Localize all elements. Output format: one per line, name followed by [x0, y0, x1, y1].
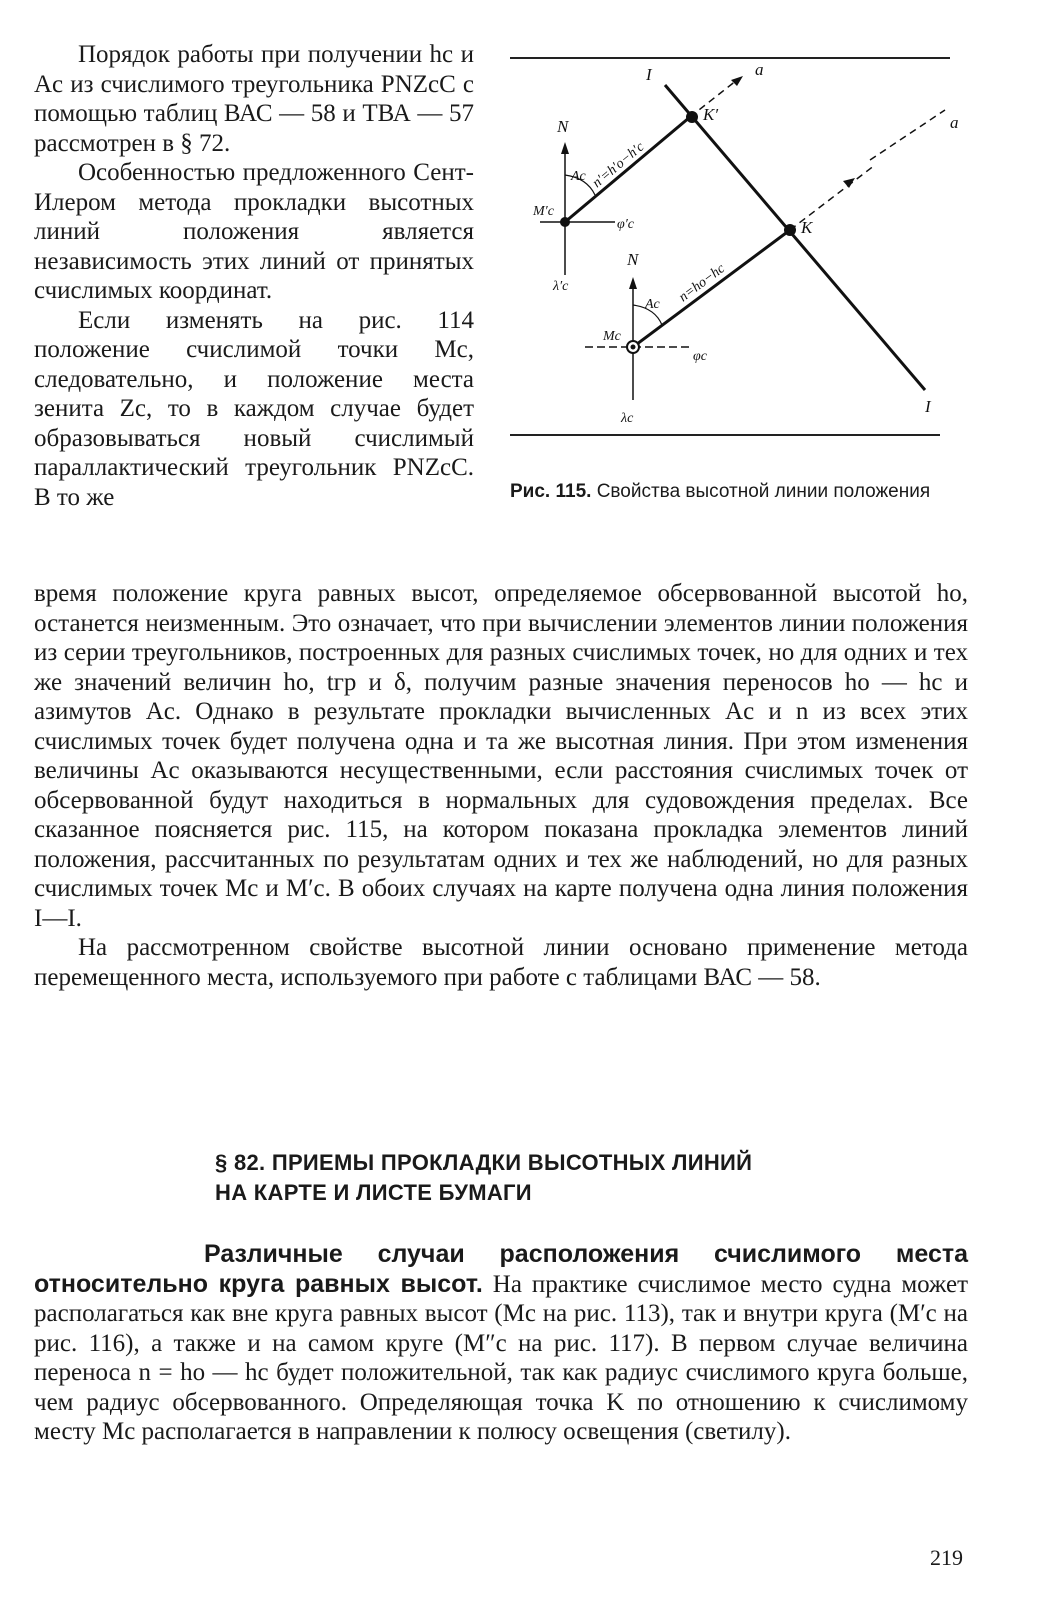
position-line-I-I: [665, 85, 925, 390]
label-I-bottom: I: [925, 397, 931, 416]
paragraph-text: На практике счислимое место судна может располагаться как вне круга равных высот (Mс на рис. 113), так и внутри круга (M′с на рис. 116), а также и на самом круге (M″с на рис. 117). В первом случае величина переноса n = hо — hс будет положительной, так как радиус счислимого круга больше, чем радиус обсервованного. Определяющая точка K по отношению к счислимому месту Mс располагается в направлении к полюсу освещения (светилу).: [34, 1270, 968, 1445]
label-Mc-prime: M′c: [533, 204, 554, 219]
arrow-lower: [843, 178, 855, 188]
paragraph: Порядок работы при получении hс и Aс из счислимого треугольника PNZсC с помощью таблиц ВАС — 58 и ТВА — 57 рассмотрен в § 72.: [34, 41, 474, 157]
paragraph: [34, 1240, 968, 1447]
label-n-prime: n′=h′o−h′c: [589, 139, 648, 192]
north-arrow-upper: [561, 142, 569, 154]
paragraph: Особенностью предложенного Сент-Илером метода прокладки высотных линий положения является независимость этих линий от принятых счислимых координат.: [34, 159, 474, 304]
section-heading: [215, 1148, 915, 1208]
label-Mc: Mc: [603, 329, 621, 344]
label-lambda-prime: λ′c: [553, 279, 569, 294]
label-lambda: λc: [621, 411, 634, 426]
label-Ac-prime: Ac: [571, 169, 586, 184]
label-I-top: I: [646, 65, 652, 84]
label-K: K: [801, 218, 813, 237]
label-a2: a: [950, 113, 959, 132]
paragraph: Если изменять на рис. 114 положение счислимой точки Mс, следовательно, и положение места зенита Zс, то в каждом случае будет образовываться новый счислимый параллактический треугольник PNZсC. В то же: [34, 306, 474, 511]
label-phi: φc: [693, 349, 707, 364]
point-K: [784, 224, 796, 236]
label-a1: a: [755, 60, 764, 79]
point-K-prime: [686, 111, 698, 123]
paragraph: На рассмотренном свойстве высотной линии основано применение метода перемещенного места, используемого при работе с таблицами ВАС — 58.: [34, 934, 968, 991]
label-phi-prime: φ′c: [617, 217, 635, 232]
azimuth-extension-right: [870, 110, 945, 160]
page-number: 219: [930, 1545, 963, 1570]
paragraph-continued: время положение круга равных высот, определяемое обсервованной высотой hо, останется неизменным. Это означает, что при вычислении элементов линии положения из серии треугольников, построенных для разных счислимых точек, но для одних и тех же значений величин hо, tгр и δ, получим разные значения переносов hо — hс и азимутов Aс. Однако в результате прокладки вычисленных Aс и n из всех этих счислимых точек будет получена одна и та же высотная линия. При этом изменения величины Aс оказываются несущественными, если расстояния счислимых точек от обсервованной будут находиться в нормальных для судовождения пределах. Все сказанное поясняется рис. 115, на котором показана прокладка элементов линий положения, рассчитанных по результатам одних и тех же наблюдений, но для разных счислимых точек Mс и M′с. В обоих случаях на карте получена одна линия положения I—I.: [34, 580, 968, 932]
point-Mc-prime: [560, 217, 570, 227]
label-Ac: Ac: [645, 297, 660, 312]
arrow-upper: [731, 76, 743, 86]
label-N2: N: [627, 250, 639, 269]
full-width-text: [34, 579, 968, 992]
figure-caption: [510, 480, 940, 503]
section-heading-line1: § 82. ПРИЕМЫ ПРОКЛАДКИ ВЫСОТНЫХ ЛИНИЙ: [215, 1150, 753, 1175]
section-body: [34, 1240, 968, 1447]
figure-115: [505, 50, 965, 450]
caption-text: Свойства высотной линии положения: [596, 481, 931, 502]
north-arrow-lower: [629, 277, 637, 289]
section-heading-line2: НА КАРТЕ И ЛИСТЕ БУМАГИ: [215, 1180, 532, 1205]
lead-in: Различные случаи расположения счислимого места относительно круга равных высот.: [34, 1240, 968, 1298]
azimuth-line-lower: [633, 230, 790, 347]
narrow-column: [34, 40, 474, 512]
caption-label: Рис. 115.: [510, 481, 592, 502]
label-K-prime: K′: [703, 105, 719, 124]
label-n: n=ho−hc: [676, 261, 728, 306]
label-N1: N: [557, 117, 569, 136]
